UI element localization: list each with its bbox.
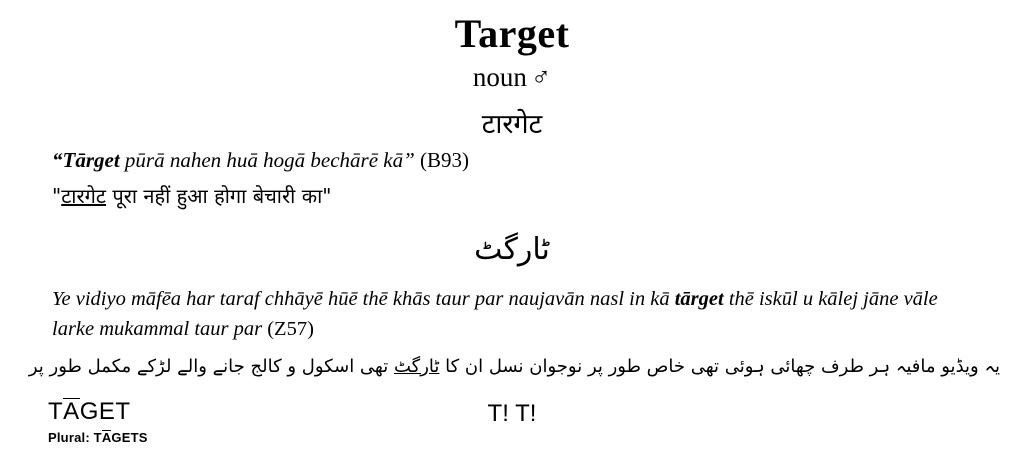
example-urdu (0, 356, 1000, 377)
example-romanized-keyword: tārget (674, 288, 724, 310)
plural-overline-letter: A (101, 430, 112, 445)
urdu-headword: ٹارگٹ (474, 232, 550, 267)
plural-label: Plural: (48, 430, 90, 445)
plural-line (48, 430, 148, 445)
short-form-overline-letter: A (63, 398, 80, 425)
footer-marks: T! T! (487, 400, 537, 427)
plural-value: TAGETS (93, 430, 148, 445)
quote-reference: (B93) (420, 148, 470, 172)
devanagari-headword: टारगेट (481, 109, 543, 140)
quote-devanagari-keyword: टारगेट (61, 184, 106, 208)
quote-devanagari-rest: पूरा नहीं हुआ होगा बेचारी का" (105, 184, 332, 208)
part-of-speech-line (0, 62, 1024, 93)
part-of-speech-label: noun (472, 62, 527, 92)
gender-symbol-icon: ♂ (530, 62, 552, 92)
quote-romanized-keyword: “Tārget (52, 148, 120, 172)
quote-devanagari: "टारगेट पूरा नहीं हुआ होगा बेचारी का" (52, 184, 332, 208)
example-romanized (52, 285, 972, 344)
example-reference: (Z57) (267, 317, 314, 340)
short-form-pre: T (48, 398, 64, 425)
example-romanized-part2: thē iskūl u kālej jāne vāle larke mukammal taur par (52, 288, 938, 340)
short-form-post: GET (79, 398, 131, 425)
example-urdu-after: تھی اسکول و کالج جانے والے لڑکے مکمل طور پر (28, 356, 394, 377)
example-romanized-part1: Ye vidiyo māfēa har taraf chhāyē hūē thē khās taur par naujavān nasl in kā (52, 288, 675, 310)
example-urdu-before: یہ ویڈیو مافیہ ہر طرف چھائی ہوئی تھی خاص طور پر نوجوان نسل ان کا (439, 356, 1000, 377)
example-urdu-keyword: ٹارگٹ (393, 356, 440, 377)
quote-romanized (52, 148, 469, 173)
quote-romanized-rest: pūrā nahen huā hogā bechārē kā” (119, 148, 415, 172)
page-title: Target (454, 11, 570, 56)
